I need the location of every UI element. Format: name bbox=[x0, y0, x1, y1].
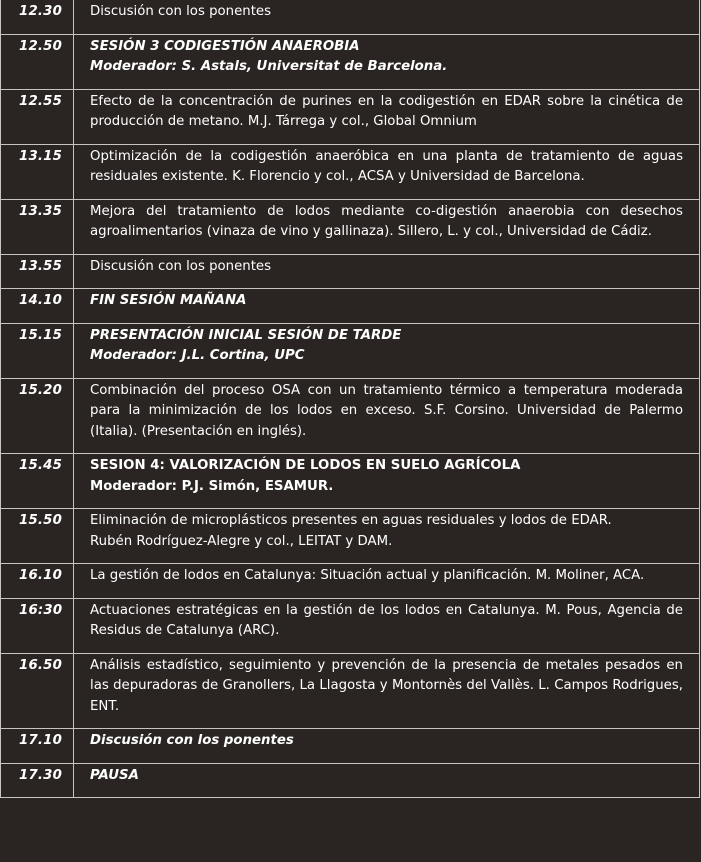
description-cell bbox=[74, 454, 700, 509]
time-cell: 17.30 bbox=[1, 763, 74, 798]
schedule-row bbox=[1, 199, 700, 254]
description-cell bbox=[74, 729, 700, 764]
description-line: Moderador: J.L. Cortina, UPC bbox=[90, 348, 305, 363]
description-line: SESIÓN 3 CODIGESTIÓN ANAEROBIA bbox=[90, 38, 360, 54]
time-cell: 15.15 bbox=[1, 323, 74, 378]
description-line: Rubén Rodríguez-Alegre y col., LEITAT y DAM. bbox=[90, 533, 393, 549]
description-cell bbox=[74, 199, 700, 254]
description-cell bbox=[74, 653, 700, 729]
description-cell bbox=[74, 89, 700, 144]
time-cell: 13.15 bbox=[1, 144, 74, 199]
time-cell: 15.50 bbox=[1, 509, 74, 564]
schedule-body bbox=[1, 0, 700, 798]
schedule-row bbox=[1, 34, 700, 89]
time-cell: 12.55 bbox=[1, 89, 74, 144]
description-cell bbox=[74, 0, 700, 34]
time-cell: 13.55 bbox=[1, 254, 74, 289]
schedule-row bbox=[1, 763, 700, 798]
description-cell bbox=[74, 323, 700, 378]
description-cell bbox=[74, 254, 700, 289]
description-line: Discusión con los ponentes bbox=[90, 258, 272, 274]
time-cell: 17.10 bbox=[1, 729, 74, 764]
description-line: FIN SESIÓN MAÑANA bbox=[90, 293, 247, 308]
description-cell bbox=[74, 509, 700, 564]
description-line: SESION 4: VALORIZACIÓN DE LODOS EN SUELO AGRÍCOLA bbox=[90, 458, 521, 473]
time-cell: 13.35 bbox=[1, 199, 74, 254]
time-cell: 15.20 bbox=[1, 378, 74, 454]
description-cell bbox=[74, 34, 700, 89]
description-cell bbox=[74, 289, 700, 324]
time-cell: 16:30 bbox=[1, 598, 74, 653]
time-cell: 12.50 bbox=[1, 34, 74, 89]
description-line: Mejora del tratamiento de lodos mediante co-digestión anaerobia con desechos agroalimentarios (vinaza de vino y gallinaza). Sillero, L. y col., Universidad de Cádiz. bbox=[90, 203, 683, 239]
schedule-row bbox=[1, 254, 700, 289]
time-cell: 14.10 bbox=[1, 289, 74, 324]
description-line: La gestión de lodos en Catalunya: Situación actual y planificación. M. Moliner, ACA. bbox=[90, 568, 645, 583]
description-line: Moderador: S. Astals, Universitat de Barcelona. bbox=[90, 59, 448, 74]
schedule-row bbox=[1, 729, 700, 764]
schedule-row bbox=[1, 598, 700, 653]
description-line: Efecto de la concentración de purines en la codigestión en EDAR sobre la cinética de producción de metano. M.J. Tárrega y col., Global Omnium bbox=[90, 93, 683, 129]
time-cell: 12.30 bbox=[1, 0, 74, 34]
schedule-row bbox=[1, 323, 700, 378]
schedule-row bbox=[1, 144, 700, 199]
schedule-row bbox=[1, 564, 700, 599]
description-cell bbox=[74, 144, 700, 199]
description-line: Discusión con los ponentes bbox=[90, 733, 294, 748]
description-line: Combinación del proceso OSA con un tratamiento térmico a temperatura moderada para la minimización de los lodos en exceso. S.F. Corsino. Universidad de Palermo (Italia). (Presentación en inglés). bbox=[90, 382, 683, 439]
description-line: Optimización de la codigestión anaeróbica en una planta de tratamiento de aguas residuales existente. K. Florencio y col., ACSA y Universidad de Barcelona. bbox=[90, 148, 683, 184]
schedule-row bbox=[1, 289, 700, 324]
schedule-row bbox=[1, 378, 700, 454]
schedule-row bbox=[1, 509, 700, 564]
description-cell bbox=[74, 598, 700, 653]
description-line: Análisis estadístico, seguimiento y prevención de la presencia de metales pesados en las depuradoras de Granollers, La Llagosta y Montornès del Vallès. L. Campos Rodrigues, ENT. bbox=[90, 657, 683, 714]
description-line: Moderador: P.J. Simón, ESAMUR. bbox=[90, 478, 334, 494]
time-cell: 15.45 bbox=[1, 454, 74, 509]
description-cell bbox=[74, 564, 700, 599]
description-line: PRESENTACIÓN INICIAL SESIÓN DE TARDE bbox=[90, 327, 402, 343]
description-line: Discusión con los ponentes bbox=[90, 4, 272, 19]
schedule-row bbox=[1, 454, 700, 509]
time-cell: 16.50 bbox=[1, 653, 74, 729]
schedule-row bbox=[1, 0, 700, 34]
description-line: PAUSA bbox=[90, 767, 139, 783]
description-cell bbox=[74, 763, 700, 798]
description-line: Actuaciones estratégicas en la gestión de los lodos en Catalunya. M. Pous, Agencia de Residus de Catalunya (ARC). bbox=[90, 602, 683, 638]
time-cell: 16.10 bbox=[1, 564, 74, 599]
schedule-row bbox=[1, 89, 700, 144]
description-cell bbox=[74, 378, 700, 454]
schedule-row bbox=[1, 653, 700, 729]
description-line: Eliminación de microplásticos presentes en aguas residuales y lodos de EDAR. bbox=[90, 513, 612, 528]
